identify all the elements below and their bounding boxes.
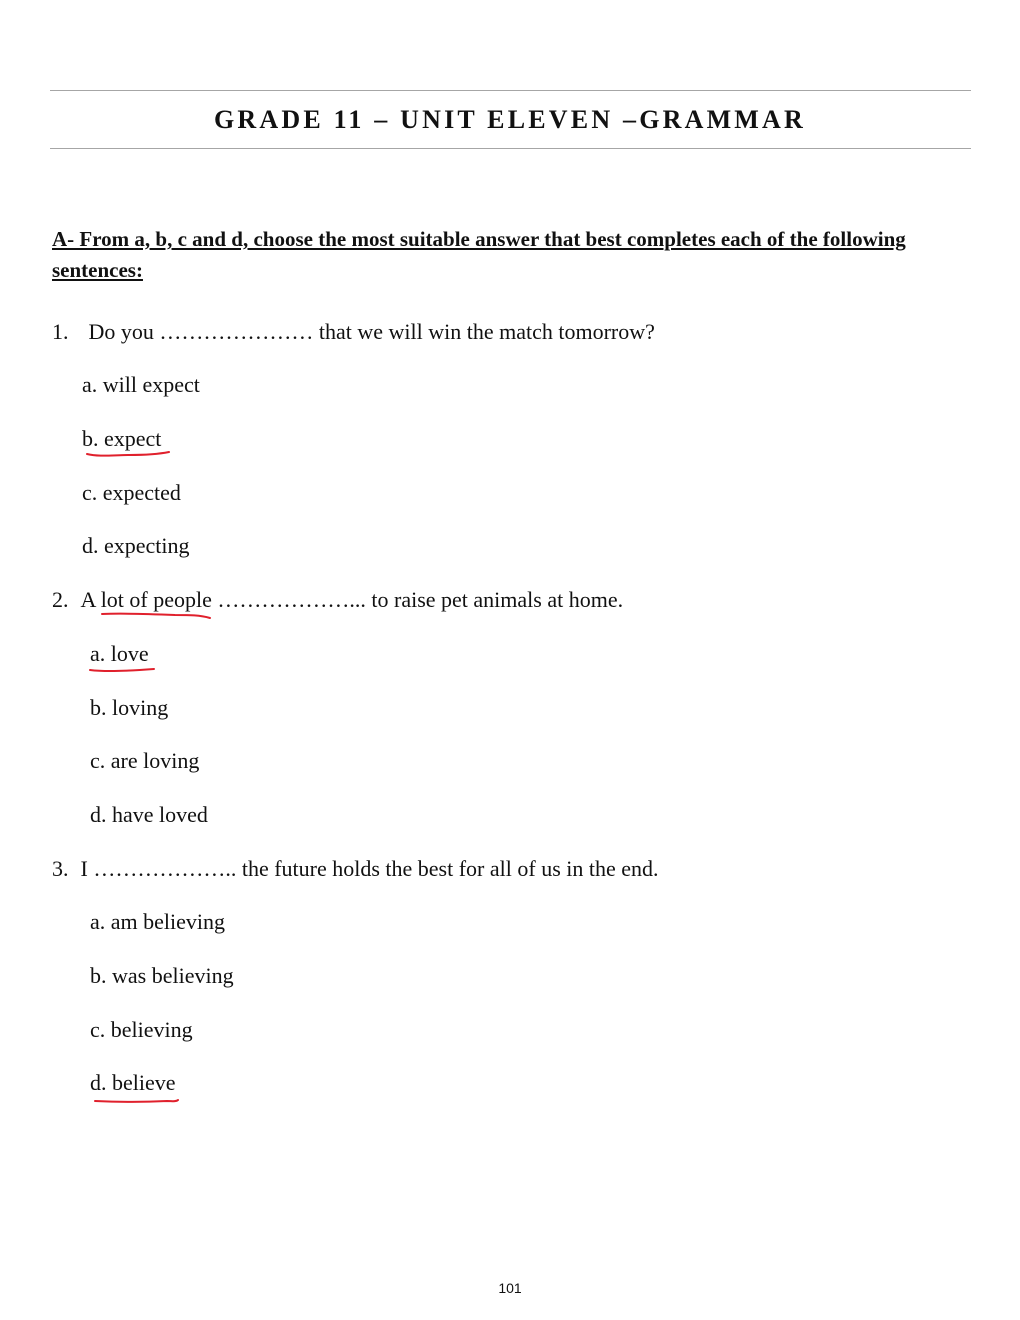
q1-option-a: a. will expect <box>82 372 200 397</box>
question-stem-suffix: ………………... to raise pet animals at home. <box>217 587 624 612</box>
q2-option-a: a. love <box>90 641 149 666</box>
q2-option-b: b. loving <box>90 695 169 720</box>
q2-option-c: c. are loving <box>90 748 200 773</box>
question-number: 3. <box>52 856 69 881</box>
q2-answer-underline <box>88 664 160 676</box>
question-1 <box>52 318 655 346</box>
question-number: 1. <box>52 319 69 344</box>
q3-option-c: c. believing <box>90 1017 193 1042</box>
q3-option-d: d. believe <box>90 1070 176 1095</box>
question-stem: I ……………….. the future holds the best for all of us in the end. <box>80 856 659 881</box>
q3-option-a: a. am believing <box>90 909 226 934</box>
q1-option-b: b. expect <box>82 426 162 451</box>
q3-answer-underline <box>92 1094 184 1108</box>
q1-option-c: c. expected <box>82 480 181 505</box>
q2-option-d: d. have loved <box>90 802 208 827</box>
question-stem: Do you ………………… that we will win the match tomorrow? <box>88 319 655 344</box>
section-instruction: A- From a, b, c and d, choose the most suitable answer that best completes each of the following sentences: <box>52 227 906 282</box>
question-3 <box>52 855 659 883</box>
question-stem-highlight: lot of people <box>100 587 212 612</box>
page-title: GRADE 11 – UNIT ELEVEN –GRAMMAR <box>213 105 807 134</box>
q1-answer-underline <box>84 448 174 460</box>
question-number: 2. <box>52 587 69 612</box>
page-number: 101 <box>498 1280 522 1296</box>
q3-option-b: b. was believing <box>90 963 234 988</box>
q1-option-d: d. expecting <box>82 533 190 558</box>
question-stem-prefix: A <box>80 587 96 612</box>
header-top-rule <box>50 90 971 91</box>
header-bottom-rule <box>50 148 971 149</box>
q2-phrase-underline <box>100 609 215 623</box>
